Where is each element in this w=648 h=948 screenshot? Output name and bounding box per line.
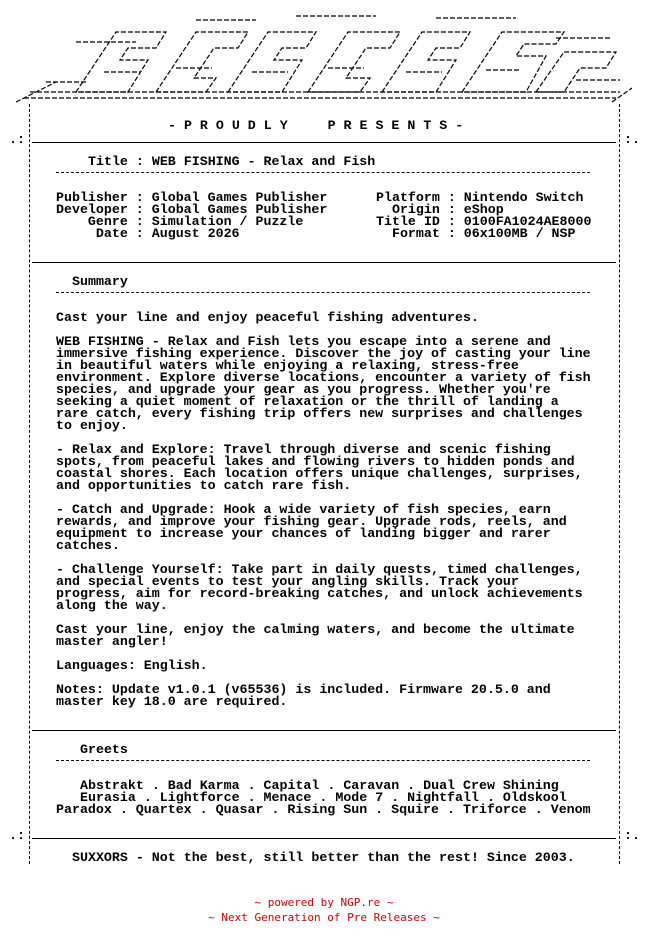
info-developer: Developer : Global Games Publisher	[56, 202, 328, 217]
summary-line: Languages: English.	[56, 658, 208, 673]
info-platform: Platform : Nintendo Switch	[376, 190, 584, 205]
frame-corner-left-top: .:	[9, 132, 25, 147]
summary-line: - Catch and Upgrade: Hook a wide variety of fish species, earn	[56, 502, 551, 517]
summary-line: - Challenge Yourself: Take part in daily quests, timed challenges,	[56, 562, 583, 577]
summary-line: rewards, and improve your fishing gear. Upgrade rods, reels, and	[56, 514, 567, 529]
info-publisher: Publisher : Global Games Publisher	[56, 190, 328, 205]
summary-line: - Relax and Explore: Travel through diverse and scenic fishing	[56, 442, 551, 457]
greets-line: Paradox . Quartex . Quasar . Rising Sun . Squire . Triforce . Venom	[56, 802, 591, 817]
title-underline	[56, 172, 590, 173]
summary-line: environment. Explore diverse locations, encounter a variety of fish	[56, 370, 591, 385]
info-title-id: Title ID : 0100FA1024AE8000	[376, 214, 592, 229]
summary-header: Summary	[72, 274, 128, 289]
group-tagline: SUXXORS - Not the best, still better than the rest! Since 2003.	[72, 850, 575, 865]
frame-corner-right-bottom: :.	[624, 828, 640, 843]
divider-greets	[32, 730, 616, 731]
summary-line: to enjoy.	[56, 418, 128, 433]
summary-line: and special events to test your angling skills. Track your	[56, 574, 519, 589]
summary-line: equipment to increase your chances of landing bigger and rarer	[56, 526, 551, 541]
frame-corner-right-top: :.	[624, 132, 640, 147]
summary-line: and opportunities to catch rare fish.	[56, 478, 352, 493]
summary-line: rare catch, every fishing trip offers new surprises and challenges	[56, 406, 583, 421]
info-origin: Origin : eShop	[376, 202, 504, 217]
summary-line: species, and upgrade your gear as you progress. Whether you're	[56, 382, 551, 397]
summary-underline	[56, 292, 590, 293]
summary-line: WEB FISHING - Relax and Fish lets you escape into a serene and	[56, 334, 551, 349]
frame-right-border	[619, 104, 620, 864]
divider-summary	[32, 262, 616, 263]
summary-line: along the way.	[56, 598, 168, 613]
summary-line: Cast your line, enjoy the calming waters, and become the ultimate	[56, 622, 575, 637]
divider-bottom	[32, 838, 616, 839]
summary-line: catches.	[56, 538, 120, 553]
summary-line: Cast your line and enjoy peaceful fishing adventures.	[56, 310, 479, 325]
info-date: Date : August 2026	[56, 226, 240, 241]
summary-line: in beautiful waters while enjoying a relaxing, stress-free	[56, 358, 519, 373]
group-logo	[16, 12, 632, 108]
summary-line: progress, aim for record-breaking catches, and unlock achievements	[56, 586, 583, 601]
greets-header: Greets	[80, 742, 128, 757]
summary-line: seeking a quiet moment of relaxation or the thrill of landing a	[56, 394, 559, 409]
summary-line: Notes: Update v1.0.1 (v65536) is included. Firmware 20.5.0 and	[56, 682, 551, 697]
footer-subtitle: ~ Next Generation of Pre Releases ~	[208, 911, 440, 924]
footer-powered-by: ~ powered by NGP.re ~	[254, 896, 394, 909]
info-genre: Genre : Simulation / Puzzle	[56, 214, 304, 229]
greets-underline	[56, 760, 590, 761]
summary-line: master key 18.0 are required.	[56, 694, 288, 709]
summary-line: coastal shores. Each location offers unique challenges, surprises,	[56, 466, 583, 481]
presents-banner: - P R O U D L Y P R E S E N T S -	[168, 118, 464, 133]
greets-line: Eurasia . Lightforce . Menace . Mode 7 . Nightfall . Oldskool	[80, 790, 567, 805]
frame-corner-left-bottom: .:	[9, 828, 25, 843]
divider-top	[32, 142, 616, 143]
frame-left-border	[29, 104, 30, 864]
greets-line: Abstrakt . Bad Karma . Capital . Caravan . Dual Crew Shining	[80, 778, 559, 793]
summary-line: immersive fishing experience. Discover the joy of casting your line	[56, 346, 591, 361]
info-format: Format : 06x100MB / NSP	[376, 226, 576, 241]
release-title: Title : WEB FISHING - Relax and Fish	[88, 154, 376, 169]
summary-line: spots, from peaceful lakes and flowing rivers to hidden ponds and	[56, 454, 575, 469]
summary-line: master angler!	[56, 634, 168, 649]
